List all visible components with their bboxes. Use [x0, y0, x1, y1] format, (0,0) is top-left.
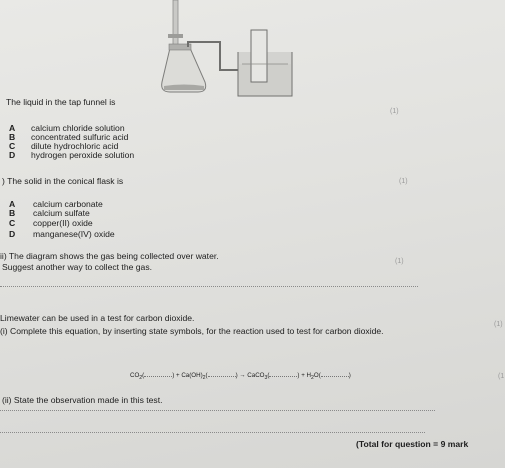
state-symbol-blank-caco[interactable]: [269, 371, 297, 377]
answer-line-d-ii-1[interactable]: [0, 410, 435, 411]
eq-h2o-sub: 2: [311, 375, 314, 382]
option-letter-b: B: [9, 132, 16, 142]
total-marks: (Total for question = 9 mark: [356, 439, 469, 449]
gas-jar: [251, 30, 267, 82]
answer-line-c[interactable]: [0, 286, 418, 287]
question-d-intro: Limewater can be used in a test for carbon dioxide.: [0, 313, 195, 323]
question-c-line1: ii) The diagram shows the gas being collected over water.: [0, 251, 219, 261]
state-symbol-blank-h2o[interactable]: [321, 371, 349, 377]
eq-caoh-sub: 2: [202, 375, 206, 382]
marks-d-i: (1): [494, 321, 503, 328]
option-text-d: hydrogen peroxide solution: [31, 150, 135, 160]
option-text-b: calcium sulfate: [33, 208, 90, 218]
question-d-part-ii: (ii) State the observation made in this test.: [2, 395, 163, 405]
tap-funnel-stem: [173, 0, 178, 48]
option-letter-a: A: [9, 199, 16, 209]
state-symbol-blank-co2[interactable]: [144, 371, 172, 377]
option-letter-b: B: [9, 208, 16, 218]
tap-funnel-tap: [168, 34, 183, 38]
option-letter-d: D: [9, 229, 16, 239]
equation: $CO_2$( ) + $Ca(OH)_2$( ) → CaCO$_3$( ) + $H_2O$( ): [130, 372, 351, 382]
marks-b: (1): [399, 178, 408, 185]
option-letter-a: A: [9, 123, 16, 133]
option-text-b: concentrated sulfuric acid: [31, 132, 129, 142]
apparatus-diagram: [150, 0, 310, 100]
option-text-a: calcium carbonate: [33, 199, 103, 209]
question-c-line2: Suggest another way to collect the gas.: [2, 262, 153, 272]
marks-d-ii: (1: [498, 373, 505, 380]
option-text-c: copper(II) oxide: [33, 218, 93, 228]
eq-co2: CO: [130, 372, 140, 379]
marks-a: (1): [390, 108, 399, 115]
marks-c: (1): [395, 258, 404, 265]
eq-plus-h: + H: [301, 372, 312, 379]
option-text-c: dilute hydrochloric acid: [31, 141, 119, 151]
option-text-a: calcium chloride solution: [31, 123, 125, 133]
question-b-stem: ) The solid in the conical flask is: [2, 176, 124, 186]
question-d-part-i: (i) Complete this equation, by inserting state symbols, for the reaction used to test for carbon dioxide.: [0, 326, 384, 336]
option-letter-c: C: [9, 218, 16, 228]
state-symbol-blank-caoh[interactable]: [208, 371, 236, 377]
option-letter-c: C: [9, 141, 16, 151]
eq-caco-sub: 3: [264, 375, 268, 382]
option-text-d: manganese(IV) oxide: [33, 229, 115, 239]
eq-plus-caoh: + Ca(OH): [176, 372, 203, 379]
eq-arrow-caco: → CaCO: [239, 372, 265, 379]
solid-in-flask: [164, 85, 204, 91]
eq-co2-sub: 2: [139, 375, 143, 382]
eq-h2o-o: O(: [313, 372, 321, 379]
answer-line-d-ii-2[interactable]: [0, 432, 425, 433]
question-a-stem: The liquid in the tap funnel is: [6, 97, 116, 107]
option-letter-d: D: [9, 150, 16, 160]
